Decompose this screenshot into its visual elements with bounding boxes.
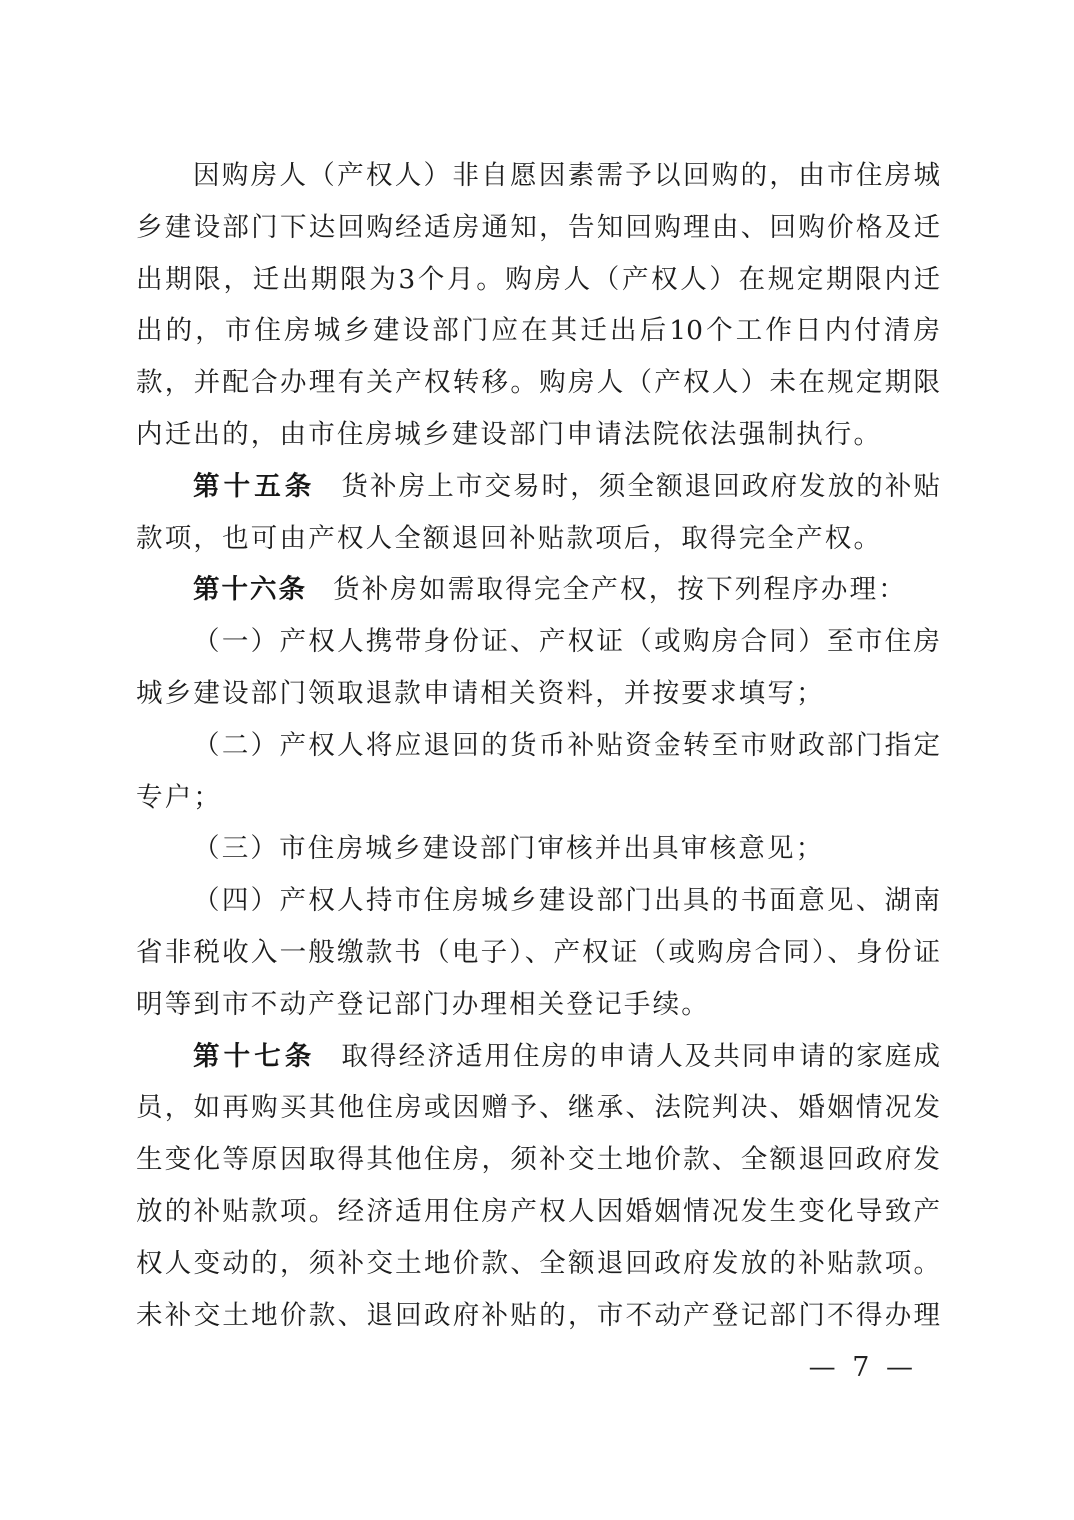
text-line xyxy=(136,409,940,461)
line-text: 取得经济适用住房的申请人及共同申请的家庭成 xyxy=(341,1040,941,1072)
text-line xyxy=(136,564,940,616)
line-text: 出的，市住房城乡建设部门应在其迁出后10个工作日内付清房 xyxy=(136,315,940,347)
line-text: （一）产权人携带身份证、产权证（或购房合同）至市住房 xyxy=(193,626,940,658)
text-line xyxy=(136,668,940,720)
line-text: 乡建设部门下达回购经适房通知，告知回购理由、回购价格及迁 xyxy=(136,211,940,243)
text-line xyxy=(136,979,940,1031)
text-line xyxy=(136,254,940,306)
line-text: 放的补贴款项。经济适用住房产权人因婚姻情况发生变化导致产 xyxy=(136,1195,940,1227)
text-line xyxy=(136,823,940,875)
text-line xyxy=(136,202,940,254)
line-text: 未补交土地价款、退回政府补贴的，市不动产登记部门不得办理 xyxy=(136,1299,940,1331)
text-line xyxy=(136,150,940,202)
text-line xyxy=(136,461,940,513)
line-text: 出期限，迁出期限为3个月。购房人（产权人）在规定期限内迁 xyxy=(136,263,940,295)
text-line xyxy=(136,1082,940,1134)
article-number: 第十七条 xyxy=(193,1040,316,1072)
line-text: 货补房上市交易时，须全额退回政府发放的补贴 xyxy=(341,470,941,502)
text-line xyxy=(136,720,940,772)
text-line xyxy=(136,616,940,668)
article-number: 第十五条 xyxy=(193,470,316,502)
line-text: 款项，也可由产权人全额退回补贴款项后，取得完全产权。 xyxy=(136,522,883,554)
line-text: 生变化等原因取得其他住房，须补交土地价款、全额退回政府发 xyxy=(136,1144,940,1176)
text-line xyxy=(136,772,940,824)
line-text: 权人变动的，须补交土地价款、全额退回政府发放的补贴款项。 xyxy=(136,1247,940,1279)
text-line xyxy=(136,1134,940,1186)
text-line xyxy=(136,513,940,565)
text-line xyxy=(136,1186,940,1238)
line-text: 专户； xyxy=(136,781,223,813)
line-text: 城乡建设部门领取退款申请相关资料，并按要求填写； xyxy=(136,677,825,709)
line-text: 款，并配合办理有关产权转移。购房人（产权人）未在规定期限 xyxy=(136,367,940,399)
text-line xyxy=(136,1031,940,1083)
line-text: 省非税收入一般缴款书（电子）、产权证（或购房合同）、身份证 xyxy=(136,936,940,968)
line-text: 内迁出的，由市住房城乡建设部门申请法院依法强制执行。 xyxy=(136,418,883,450)
text-line xyxy=(136,305,940,357)
page-number: — 7 — xyxy=(808,1352,917,1383)
line-text: 员，如再购买其他住房或因赠予、继承、法院判决、婚姻情况发 xyxy=(136,1092,940,1124)
document-body xyxy=(136,150,940,1341)
line-text: 因购房人（产权人）非自愿因素需予以回购的，由市住房城 xyxy=(193,160,940,191)
line-text: （三）市住房城乡建设部门审核并出具审核意见； xyxy=(193,833,825,865)
text-line xyxy=(136,357,940,409)
line-text: 明等到市不动产登记部门办理相关登记手续。 xyxy=(136,988,710,1020)
article-number: 第十六条 xyxy=(193,574,307,606)
text-line xyxy=(136,1238,940,1290)
text-line xyxy=(136,875,940,927)
line-text: （二）产权人将应退回的货币补贴资金转至市财政部门指定 xyxy=(193,729,940,761)
text-line xyxy=(136,1290,940,1342)
line-text: 货补房如需取得完全产权，按下列程序办理： xyxy=(333,574,907,606)
line-text: （四）产权人持市住房城乡建设部门出具的书面意见、湖南 xyxy=(193,885,940,917)
text-line xyxy=(136,927,940,979)
